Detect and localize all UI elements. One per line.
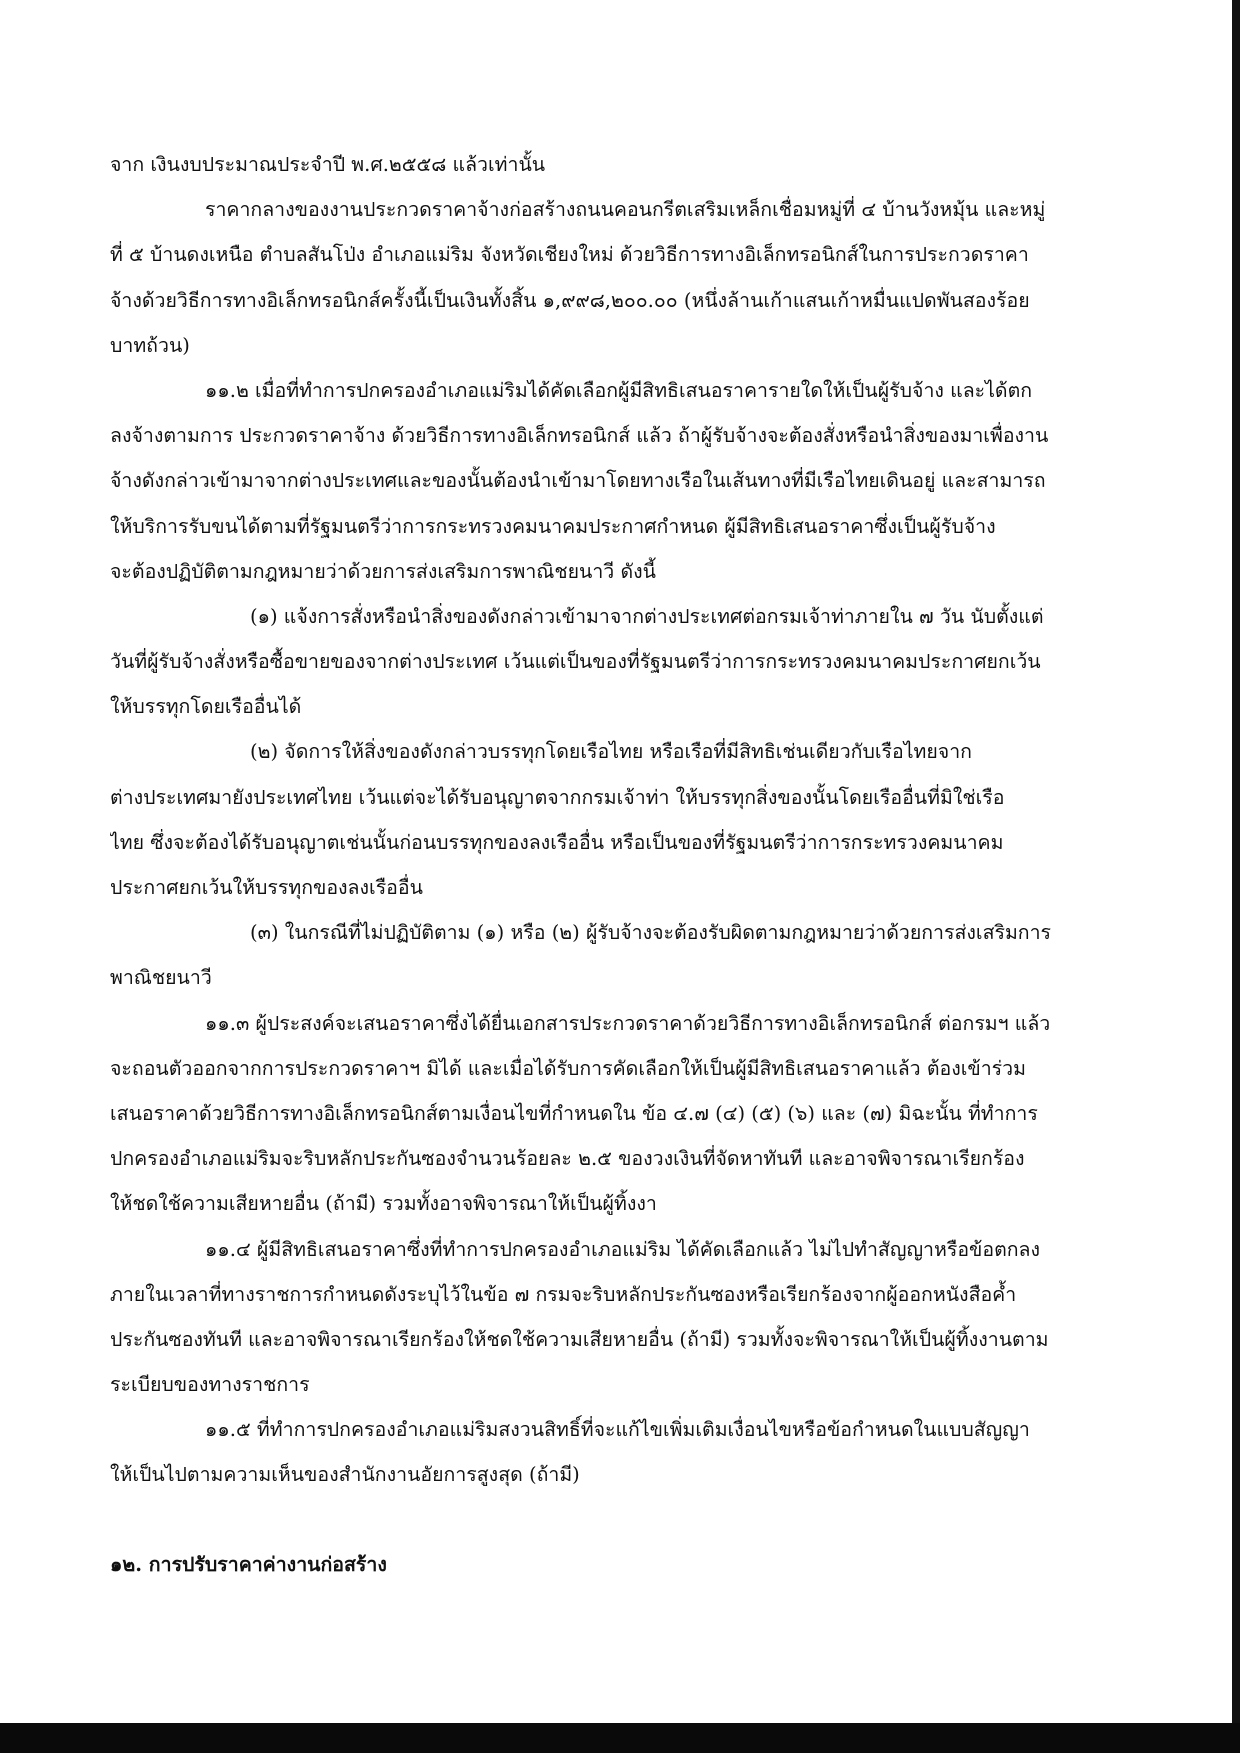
text-line: จะถอนตัวออกจากการประกวดราคาฯ มิได้ และเมื่อได้รับการคัดเลือกให้เป็นผู้มีสิทธิเสนอราคาแล้ว ต้องเข้าร่วม [110,1056,1026,1080]
text-line: จะต้องปฏิบัติตามกฎหมายว่าด้วยการส่งเสริมการพาณิชยนาวี ดังนี้ [110,559,656,583]
section-spacer [110,1498,1110,1542]
clause-11-5 [110,1407,1110,1497]
scan-right-edge [1232,0,1240,1753]
text-line: จ้างด้วยวิธีการทางอิเล็กทรอนิกส์ครั้งนี้เป็นเงินทั้งสิ้น ๑,๙๙๘,๒๐๐.๐๐ (หนึ่งล้านเก้าแสนเก้าหมื่นแปดพันสองร้อย [110,288,1030,312]
clause-11-2-item-2 [110,729,1110,910]
text-line: ๑๑.๔ ผู้มีสิทธิเสนอราคาซึ่งที่ทำการปกครองอำเภอแม่ริม ได้คัดเลือกแล้ว ไม่ไปทำสัญญาหรือข้อตกลง [205,1237,1041,1261]
text-line: ๑๑.๒ เมื่อที่ทำการปกครองอำเภอแม่ริมได้คัดเลือกผู้มีสิทธิเสนอราคารายใดให้เป็นผู้รับจ้าง และได้ตก [205,378,1033,402]
text-line: (๒) จัดการให้สิ่งของดังกล่าวบรรทุกโดยเรือไทย หรือเรือที่มีสิทธิเช่นเดียวกับเรือไทยจาก [250,740,972,764]
text-line: ให้ชดใช้ความเสียหายอื่น (ถ้ามี) รวมทั้งอาจพิจารณาให้เป็นผู้ทิ้งงา [110,1192,657,1216]
paragraph-median-price [110,187,1110,368]
text-line: ราคากลางของงานประกวดราคาจ้างก่อสร้างถนนคอนกรีตเสริมเหล็กเชื่อมหมู่ที่ ๔ บ้านวังหมุ้น และหมู่ [205,198,1046,222]
text-line: จาก เงินงบประมาณประจำปี พ.ศ.๒๕๕๘ แล้วเท่านั้น [110,153,546,176]
text-line: ประกันซองทันที และอาจพิจารณาเรียกร้องให้ชดใช้ความเสียหายอื่น (ถ้ามี) รวมทั้งจะพิจารณาให้เป็นผู้ทิ้งงานตาม [110,1327,1049,1351]
text-line: ประกาศยกเว้นให้บรรทุกของลงเรืออื่น [110,876,423,899]
clause-11-2-item-3 [110,910,1110,1000]
text-line: ปกครองอำเภอแม่ริมจะริบหลักประกันซองจำนวนร้อยละ ๒.๕ ของวงเงินที่จัดหาทันที และอาจพิจารณาเรียกร้อง [110,1147,1025,1171]
clause-11-3 [110,1001,1110,1227]
text-line: ลงจ้างตามการ ประกวดราคาจ้าง ด้วยวิธีการทางอิเล็กทรอนิกส์ แล้ว ถ้าผู้รับจ้างจะต้องสั่งหรือนำสิ่งของมาเพื่องาน [110,424,1049,448]
text-line: ๑๑.๕ ที่ทำการปกครองอำเภอแม่ริมสงวนสิทธิ์ที่จะแก้ไขเพิ่มเติมเงื่อนไขหรือข้อกำหนดในแบบสัญญา [205,1418,1030,1442]
scan-bottom-border [0,1723,1240,1753]
text-line: จ้างดังกล่าวเข้ามาจากต่างประเทศและของนั้นต้องนำเข้ามาโดยทางเรือในเส้นทางที่มีเรือไทยเดินอยู่ และสามารถ [110,469,1046,493]
text-line: ที่ ๕ บ้านดงเหนือ ตำบลสันโป่ง อำเภอแม่ริม จังหวัดเชียงใหม่ ด้วยวิธีการทางอิเล็กทรอนิกส์ในการประกวดราคา [110,243,1029,267]
text-line: ต่างประเทศมายังประเทศไทย เว้นแต่จะได้รับอนุญาตจากกรมเจ้าท่า ให้บรรทุกสิ่งของนั้นโดยเรืออื่นที่มิใช่เรือ [110,785,1005,809]
text-line: บาทถ้วน) [110,333,190,357]
text-line: ระเบียบของทางราชการ [110,1373,310,1397]
section-heading-12: ๑๒. การปรับราคาค่างานก่อสร้าง [110,1552,387,1576]
text-line: วันที่ผู้รับจ้างสั่งหรือซื้อขายของจากต่างประเทศ เว้นแต่เป็นของที่รัฐมนตรีว่าการกระทรวงคมนาคมประกาศยกเว้น [110,650,1041,674]
text-line: ภายในเวลาที่ทางราชการกำหนดดังระบุไว้ในข้อ ๗ กรมจะริบหลักประกันซองหรือเรียกร้องจากผู้ออกหนังสือค้ำ [110,1282,1017,1306]
clause-11-2-item-1 [110,594,1110,730]
document-page [110,142,1110,1587]
text-line: ให้เป็นไปตามความเห็นของสำนักงานอัยการสูงสุด (ถ้ามี) [110,1463,580,1487]
clause-11-4 [110,1227,1110,1408]
paragraph-budget [110,142,1110,187]
text-line: (๑) แจ้งการสั่งหรือนำสิ่งของดังกล่าวเข้ามาจากต่างประเทศต่อกรมเจ้าท่าภายใน ๗ วัน นับตั้งแต่ [250,604,1044,628]
text-line: (๓) ในกรณีที่ไม่ปฏิบัติตาม (๑) หรือ (๒) ผู้รับจ้างจะต้องรับผิดตามกฎหมายว่าด้วยการส่งเสริมการ [250,921,1052,945]
text-line: ไทย ซึ่งจะต้องได้รับอนุญาตเช่นนั้นก่อนบรรทุกของลงเรืออื่น หรือเป็นของที่รัฐมนตรีว่าการกระทรวงคมนาคม [110,830,1004,854]
text-line: ให้บริการรับขนได้ตามที่รัฐมนตรีว่าการกระทรวงคมนาคมประกาศกำหนด ผู้มีสิทธิเสนอราคาซึ่งเป็นผู้รับจ้าง [110,514,996,538]
text-line: ๑๑.๓ ผู้ประสงค์จะเสนอราคาซึ่งได้ยื่นเอกสารประกวดราคาด้วยวิธีการทางอิเล็กทรอนิกส์ ต่อกรมฯ แล้ว [205,1011,1051,1035]
clause-11-2 [110,368,1110,594]
text-line: เสนอราคาด้วยวิธีการทางอิเล็กทรอนิกส์ตามเงื่อนไขที่กำหนดใน ข้อ ๔.๗ (๔) (๕) (๖) และ (๗) มิฉะนั้น ที่ทำการ [110,1101,1038,1125]
text-line: ให้บรรทุกโดยเรืออื่นได้ [110,695,302,719]
text-line: พาณิชยนาวี [110,966,212,990]
